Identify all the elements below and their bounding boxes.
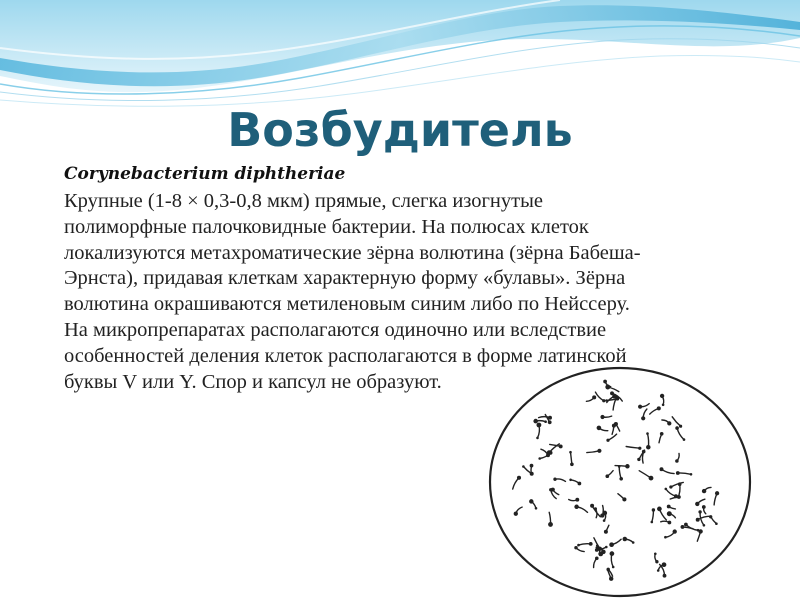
volutin-granule	[623, 537, 628, 542]
description-line: На микропрепаратах располагаются одиночно или вследствие	[64, 318, 607, 341]
description-line: буквы V или Y. Спор и капсул не образуют.	[64, 370, 442, 393]
description-line: локализуются метахроматические зёрна волютина (зёрна Бабеша-	[64, 241, 641, 264]
volutin-granule	[684, 523, 688, 527]
volutin-granule	[690, 473, 693, 476]
volutin-granule	[600, 415, 604, 419]
volutin-granule	[533, 419, 538, 424]
volutin-granule	[675, 459, 679, 463]
slide-title: Возбудитель	[227, 103, 573, 157]
volutin-granule	[535, 507, 538, 510]
volutin-granule	[695, 502, 699, 506]
volutin-granule	[514, 512, 518, 516]
volutin-granule	[574, 505, 579, 510]
volutin-granule	[609, 577, 613, 581]
volutin-granule	[609, 542, 614, 547]
decorative-wave-header	[0, 0, 800, 110]
volutin-granule	[592, 395, 596, 399]
volutin-granule	[530, 464, 534, 468]
volutin-granule	[703, 524, 706, 527]
volutin-granule	[662, 404, 665, 407]
volutin-granule	[657, 569, 660, 572]
volutin-granule	[605, 474, 609, 478]
volutin-granule	[667, 505, 671, 509]
volutin-granule	[654, 553, 657, 556]
volutin-granule	[660, 467, 664, 471]
volutin-granule	[575, 498, 579, 502]
volutin-granule	[603, 519, 606, 522]
volutin-granule	[603, 380, 607, 384]
volutin-granule	[517, 476, 521, 480]
volutin-granule	[669, 485, 672, 488]
volutin-granule	[577, 544, 580, 547]
volutin-granule	[529, 499, 533, 503]
volutin-granule	[715, 491, 719, 495]
volutin-granule	[605, 385, 610, 390]
description-line: особенностей деления клеток располагаются в форме латинской	[64, 344, 627, 367]
volutin-granule	[547, 450, 552, 455]
volutin-granule	[619, 477, 623, 481]
volutin-granule	[569, 451, 572, 454]
volutin-granule	[605, 546, 608, 549]
volutin-granule	[596, 546, 599, 549]
volutin-granule	[660, 394, 664, 398]
volutin-granule	[638, 447, 641, 450]
volutin-granule	[664, 536, 667, 539]
volutin-granule	[536, 437, 539, 440]
volutin-granule	[665, 488, 668, 491]
volutin-granule	[674, 494, 678, 498]
description-line: волютина окрашиваются метиленовым синим либо по Нейссеру.	[64, 293, 630, 316]
microscope-field-circle	[490, 368, 750, 596]
volutin-granule	[698, 529, 702, 533]
volutin-granule	[681, 525, 685, 529]
volutin-granule	[675, 426, 679, 430]
volutin-granule	[632, 541, 635, 544]
volutin-granule	[538, 457, 541, 460]
volutin-granule	[594, 507, 597, 510]
volutin-granule	[569, 479, 572, 482]
volutin-granule	[673, 529, 677, 533]
volutin-granule	[667, 421, 671, 425]
volutin-granule	[657, 406, 661, 410]
volutin-granule	[663, 574, 667, 578]
volutin-granule	[638, 405, 642, 409]
species-name: Corynebacterium diphtheriae	[64, 164, 346, 184]
volutin-granule	[590, 504, 594, 508]
volutin-granule	[702, 505, 706, 509]
volutin-granule	[702, 489, 706, 493]
volutin-granule	[551, 488, 555, 492]
volutin-granule	[683, 438, 686, 441]
description-line: Крупные (1-8 × 0,3-0,8 мкм) прямые, слегка изогнутые	[64, 190, 543, 212]
volutin-granule	[618, 465, 621, 468]
volutin-granule	[715, 522, 718, 525]
volutin-granule	[655, 560, 658, 563]
volutin-granule	[676, 471, 680, 475]
volutin-granule	[536, 423, 541, 428]
volutin-granule	[570, 462, 574, 466]
volutin-granule	[553, 478, 556, 481]
description-line: полиморфные палочковидные бактерии. На полюсах клеток	[64, 215, 589, 238]
volutin-granule	[698, 510, 701, 513]
volutin-granule	[530, 472, 534, 476]
volutin-granule	[595, 557, 599, 561]
volutin-granule	[574, 546, 577, 549]
volutin-granule	[646, 432, 649, 435]
volutin-granule	[667, 511, 672, 516]
volutin-granule	[606, 439, 609, 442]
volutin-granule	[589, 542, 593, 546]
volutin-granule	[612, 566, 615, 569]
volutin-granule	[668, 521, 672, 525]
volutin-granule	[612, 424, 616, 428]
volutin-granule	[522, 465, 525, 468]
description-line: Эрнста), придавая клеткам характерную форму «булавы». Зёрна	[64, 267, 626, 290]
volutin-granule	[548, 420, 552, 424]
volutin-granule	[602, 399, 605, 402]
volutin-granule	[601, 550, 606, 555]
microscope-field-illustration	[484, 352, 756, 600]
volutin-granule	[651, 521, 654, 524]
volutin-granule	[652, 508, 655, 511]
volutin-granule	[625, 464, 630, 469]
volutin-granule	[678, 482, 682, 486]
volutin-granule	[600, 514, 604, 518]
volutin-granule	[597, 426, 602, 431]
volutin-granule	[637, 458, 640, 461]
volutin-granule	[559, 444, 563, 448]
volutin-granule	[548, 522, 553, 527]
volutin-granule	[578, 482, 582, 486]
volutin-granule	[544, 420, 547, 423]
volutin-granule	[657, 507, 662, 512]
volutin-granule	[597, 449, 601, 453]
volutin-granule	[606, 568, 610, 572]
volutin-granule	[604, 530, 608, 534]
volutin-granule	[660, 432, 664, 436]
volutin-granule	[610, 391, 614, 395]
volutin-granule	[641, 416, 645, 420]
volutin-granule	[696, 518, 700, 522]
volutin-granule	[649, 476, 654, 481]
volutin-granule	[662, 562, 667, 567]
volutin-granule	[622, 497, 626, 501]
volutin-granule	[610, 551, 615, 556]
volutin-granule	[646, 445, 651, 450]
volutin-granule	[679, 425, 682, 428]
